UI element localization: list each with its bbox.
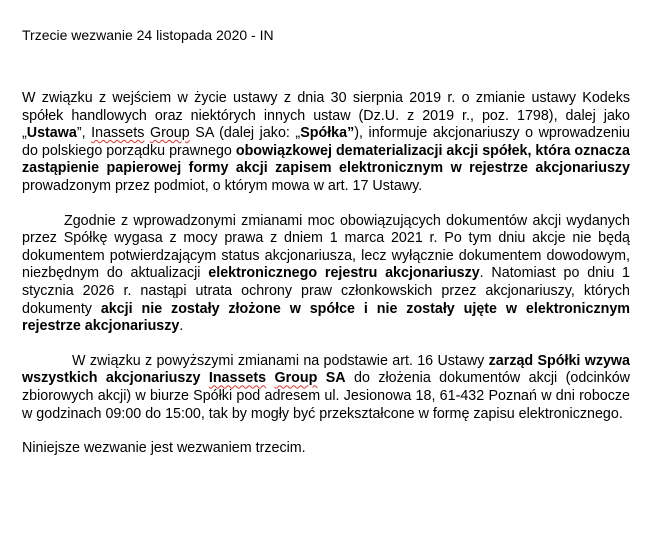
p1-text-4: SA (dalej jako: „ — [189, 125, 301, 142]
p1-bold-spolka: Spółka” — [300, 125, 355, 142]
paragraph-4: Niniejsze wezwanie jest wezwaniem trzecim. — [22, 440, 306, 457]
p3-bold-zarzad: zarząd Spółki wzywa wszystkich akcjonariuszy — [22, 352, 630, 387]
p1-bold-dematerializacja: obowiązkowej dematerializacji akcji spółek, która oznacza zastąpienie papierowej formy akcji zapisem elektronicznym w rejestrze akcjonariuszy — [22, 142, 630, 177]
document-title: Trzecie wezwanie 24 listopada 2020 - IN — [22, 27, 274, 43]
p1-spellcheck-inassets: Inassets — [91, 125, 145, 142]
p1-text-5: ), informuje akcjonariuszy o wprowadzeniu do polskiego porządku prawnego — [22, 125, 630, 159]
p3-spellcheck-group: Group — [274, 370, 318, 387]
p1-spellcheck-group: Group — [149, 125, 190, 142]
p2-bold-rejestr: elektronicznego rejestru akcjonariuszy — [208, 265, 480, 282]
p3-spellcheck-inassets: Inassets — [208, 370, 267, 387]
paragraph-3 — [22, 353, 630, 423]
p1-text-1: W związku z wejściem w życie ustawy z dnia 30 sierpnia 2019 r. o zmianie ustawy Kodeks spółek handlowych oraz niektórych innych ustaw (Dz.U. z 2019 r., poz. 1798), dalej jako „ — [22, 90, 630, 142]
p3-text-2: do złożenia dokumentów akcji (odcinków zbiorowych akcji) w biurze Spółki pod adresem ul. Jesionowa 18, 61-432 Poznań w dni robocze w godzinach 09:00 do 15:00, tak by mogły być przekształcone w formę zapisu elektronicznego. — [22, 370, 630, 422]
p2-text-2: . Natomiast po dniu 1 stycznia 2026 r. nastąpi utrata ochrony praw członkowskich przez akcjonariuszy, których dokumenty — [22, 265, 630, 317]
p1-bold-ustawa: Ustawa — [26, 125, 77, 142]
p3-text-1: W związku z powyższymi zmianami na podstawie art. 16 Ustawy — [72, 352, 489, 369]
p2-bold-akcje: akcji nie zostały złożone w spółce i nie zostały ujęte w elektronicznym rejestrze akcjonariuszy — [22, 300, 630, 335]
p2-text-1: Zgodnie z wprowadzonymi zmianami moc obowiązujących dokumentów akcji wydanych przez Spółkę wygasa z mocy prawa z dniem 1 marca 2021 r. Po tym dniu akcje nie będą dokumentem potwierdzającym status akcjonariusza, lecz wyłącznie dokumentem dowodowym, niezbędnym do aktualizacji — [22, 212, 630, 282]
paragraph-2 — [22, 213, 630, 336]
p3-bold-sa: SA — [317, 370, 346, 387]
p2-text-3: . — [179, 318, 184, 335]
p1-text-2: ”, — [76, 125, 92, 142]
document-body — [22, 26, 630, 475]
p1-text-6: prowadzonym przez podmiot, o którym mowa w art. 17 Ustawy. — [22, 177, 423, 194]
paragraph-1 — [22, 90, 630, 196]
